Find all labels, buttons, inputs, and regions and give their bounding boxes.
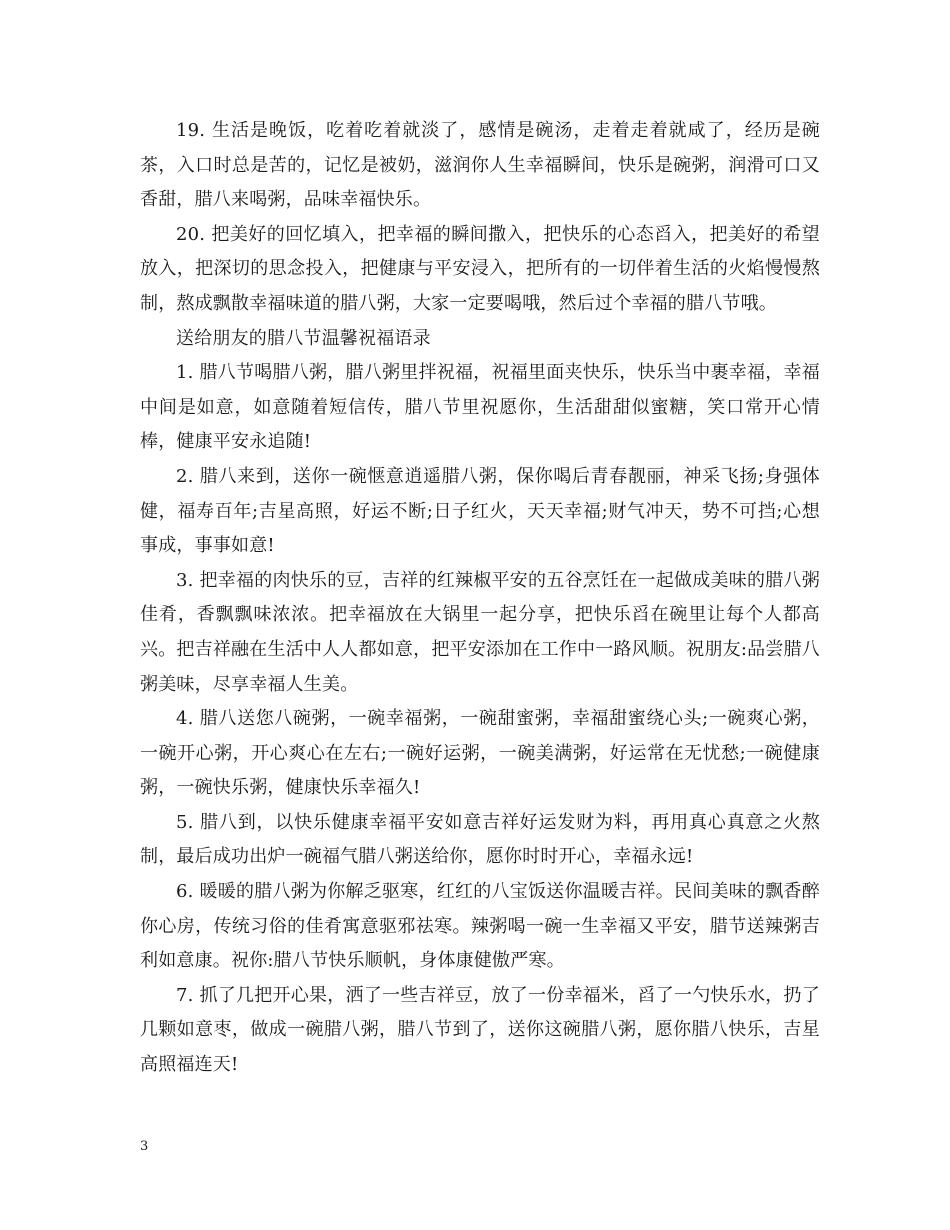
list-item-2: 2. 腊八来到，送你一碗惬意逍遥腊八粥，保你喝后青春靓丽，神采飞扬;身强体健，福寿百年;吉星高照，好运不断;日子红火，天天幸福;财气冲天，势不可挡;心想事成，事事如意! bbox=[140, 465, 820, 557]
document-body bbox=[140, 114, 820, 1083]
list-item-7: 7. 抓了几把开心果，洒了一些吉祥豆，放了一份幸福米，舀了一勺快乐水，扔了几颗如意枣，做成一碗腊八粥，腊八节到了，送你这碗腊八粥，愿你腊八快乐，吉星高照福连天! bbox=[140, 984, 820, 1076]
list-item-6: 6. 暖暖的腊八粥为你解乏驱寒，红红的八宝饭送你温暖吉祥。民间美味的飘香醉你心房，传统习俗的佳肴寓意驱邪祛寒。辣粥喝一碗一生幸福又平安，腊节送辣粥吉利如意康。祝你:腊八节快乐顺帆，身体康健傲严寒。 bbox=[140, 881, 820, 972]
paragraph-20: 20. 把美好的回忆填入，把幸福的瞬间撒入，把快乐的心态舀入，把美好的希望放入，把深切的思念投入，把健康与平安浸入，把所有的一切伴着生活的火焰慢慢熬制，熬成飘散幸福味道的腊八粥，大家一定要喝哦，然后过个幸福的腊八节哦。 bbox=[140, 223, 820, 314]
list-item-5: 5. 腊八到，以快乐健康幸福平安如意吉祥好运发财为料，再用真心真意之火熬制，最后成功出炉一碗福气腊八粥送给你，愿你时时开心，幸福永远! bbox=[140, 811, 820, 868]
list-item-4: 4. 腊八送您八碗粥，一碗幸福粥，一碗甜蜜粥，幸福甜蜜绕心头;一碗爽心粥，一碗开心粥，开心爽心在左右;一碗好运粥，一碗美满粥，好运常在无忧愁;一碗健康粥，一碗快乐粥，健康快乐幸福久! bbox=[140, 708, 820, 799]
list-item-3: 3. 把幸福的肉快乐的豆，吉祥的红辣椒平安的五谷烹饪在一起做成美味的腊八粥佳肴，香飘飘味浓浓。把幸福放在大锅里一起分享，把快乐舀在碗里让每个人都高兴。把吉祥融在生活中人人都如意，把平安添加在工作中一路风顺。祝朋友:品尝腊八粥美味，尽享幸福人生美。 bbox=[140, 569, 820, 695]
list-item-1: 1. 腊八节喝腊八粥，腊八粥里拌祝福，祝福里面夹快乐，快乐当中裹幸福，幸福中间是如意，如意随着短信传，腊八节里祝愿你，生活甜甜似蜜糖，笑口常开心情棒，健康平安永追随! bbox=[140, 362, 820, 453]
paragraph-19: 19. 生活是晚饭，吃着吃着就淡了，感情是碗汤，走着走着就咸了，经历是碗茶，入口时总是苦的，记忆是被奶，滋润你人生幸福瞬间，快乐是碗粥，润滑可口又香甜，腊八来喝粥，品味幸福快乐。 bbox=[140, 120, 820, 211]
page-number: 3 bbox=[140, 1139, 149, 1154]
section-heading: 送给朋友的腊八节温馨祝福语录 bbox=[176, 327, 431, 349]
